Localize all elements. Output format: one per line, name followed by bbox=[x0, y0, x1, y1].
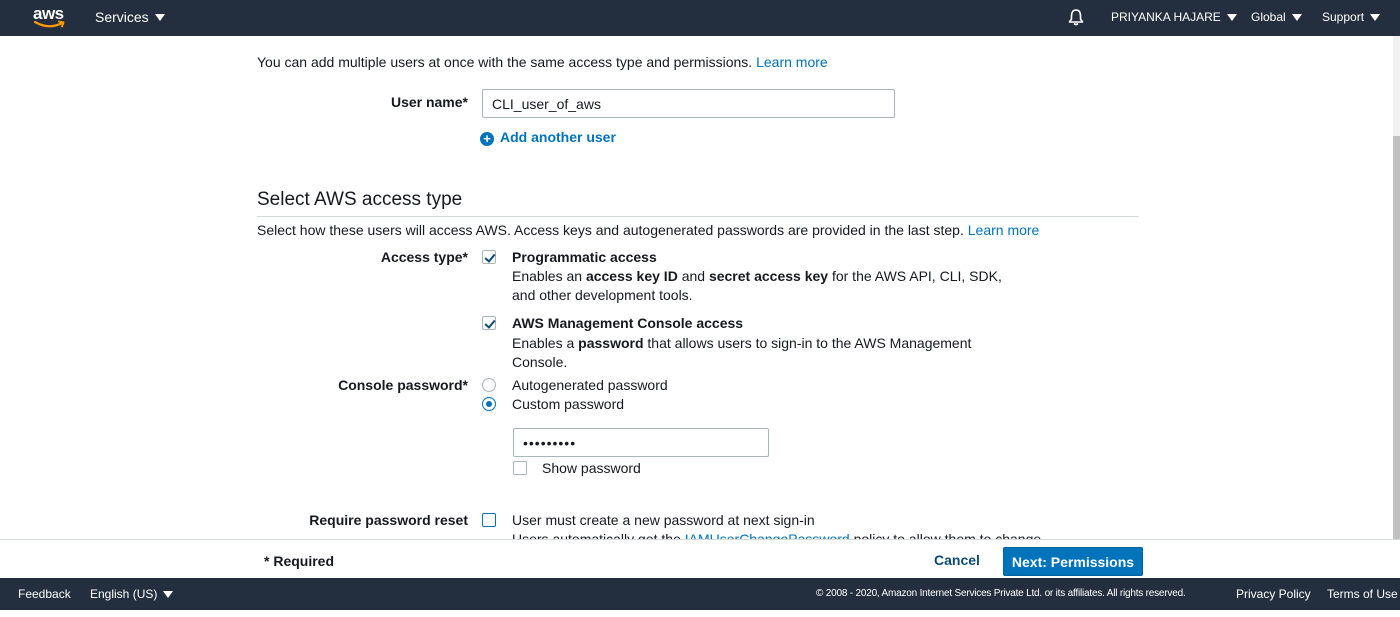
page-footer bbox=[0, 578, 1400, 610]
user-name-label: User name* bbox=[390, 94, 468, 110]
require-password-reset-checkbox[interactable] bbox=[482, 513, 496, 527]
account-name: PRIYANKA HAJARE bbox=[1111, 10, 1221, 24]
privacy-policy-link[interactable]: Privacy Policy bbox=[1236, 587, 1311, 601]
console-access-description bbox=[512, 334, 1002, 372]
user-name-input[interactable] bbox=[482, 89, 895, 118]
chevron-down-icon bbox=[1370, 14, 1380, 21]
custom-password-input[interactable] bbox=[513, 428, 769, 457]
access-type-label: Access type* bbox=[380, 249, 468, 265]
support-label: Support bbox=[1322, 10, 1365, 24]
desc-text: Enables an bbox=[512, 268, 586, 284]
support-menu[interactable] bbox=[1322, 10, 1380, 24]
desc-bold: secret access key bbox=[708, 268, 829, 284]
page-scrollbar[interactable] bbox=[1393, 36, 1400, 539]
notification-bell-icon[interactable] bbox=[1067, 8, 1085, 26]
programmatic-access-title: Programmatic access bbox=[512, 249, 657, 265]
access-description-text: Select how these users will access AWS. Access keys and autogenerated passwords are provided in the last step. bbox=[257, 222, 964, 238]
programmatic-access-description bbox=[512, 267, 1002, 305]
scrollbar-thumb[interactable] bbox=[1393, 136, 1400, 539]
top-navigation-bar bbox=[0, 0, 1400, 36]
cancel-button[interactable]: Cancel bbox=[922, 546, 992, 574]
access-section-title: Select AWS access type bbox=[257, 189, 463, 210]
custom-password-label: Custom password bbox=[512, 396, 625, 412]
autogenerated-password-radio[interactable] bbox=[482, 378, 496, 392]
require-password-reset-label: Require password reset bbox=[309, 512, 468, 528]
feedback-link[interactable]: Feedback bbox=[18, 587, 71, 601]
desc-text: Enables a bbox=[512, 335, 579, 351]
desc-text: that allows users to sign-in to the AWS Management Console. bbox=[512, 335, 972, 370]
plus-circle-icon: + bbox=[480, 132, 494, 146]
services-menu[interactable] bbox=[95, 9, 165, 25]
custom-password-radio[interactable] bbox=[482, 397, 496, 411]
intro-description: You can add multiple users at once with the same access type and permissions. bbox=[257, 54, 753, 70]
add-another-user-label: Add another user bbox=[500, 129, 616, 145]
autogenerated-password-label: Autogenerated password bbox=[512, 377, 668, 393]
services-label: Services bbox=[95, 9, 149, 25]
intro-text bbox=[257, 54, 828, 70]
password-reset-text: User must create a new password at next sign-in bbox=[512, 512, 815, 528]
aws-logo[interactable] bbox=[33, 6, 67, 30]
language-selector[interactable] bbox=[90, 587, 173, 601]
wizard-action-bar bbox=[0, 539, 1400, 578]
access-section-description bbox=[257, 222, 1039, 238]
chevron-down-icon bbox=[155, 14, 165, 21]
chevron-down-icon bbox=[1292, 14, 1302, 21]
bottom-strip bbox=[0, 610, 1400, 617]
required-note: * Required bbox=[264, 553, 335, 569]
copyright-text: © 2008 - 2020, Amazon Internet Services Private Ltd. or its affiliates. All rights reserved. bbox=[816, 588, 1186, 599]
show-password-label: Show password bbox=[542, 460, 641, 476]
desc-text: and bbox=[677, 268, 709, 284]
region-label: Global bbox=[1251, 10, 1286, 24]
account-menu[interactable] bbox=[1111, 10, 1237, 24]
next-permissions-button[interactable]: Next: Permissions bbox=[1003, 547, 1143, 576]
desc-bold: access key ID bbox=[585, 268, 678, 284]
add-another-user-button[interactable] bbox=[480, 129, 616, 146]
region-menu[interactable] bbox=[1251, 10, 1302, 24]
console-access-title: AWS Management Console access bbox=[512, 315, 744, 331]
chevron-down-icon bbox=[163, 591, 173, 598]
desc-text: for the AWS API, CLI, SDK, and other development tools. bbox=[512, 268, 1002, 303]
show-password-checkbox[interactable] bbox=[513, 461, 527, 475]
console-password-label: Console password* bbox=[338, 377, 468, 393]
chevron-down-icon bbox=[1227, 14, 1237, 21]
access-learn-more-link[interactable]: Learn more bbox=[967, 222, 1040, 238]
console-access-checkbox[interactable] bbox=[482, 316, 496, 330]
section-divider bbox=[257, 216, 1139, 217]
language-label: English (US) bbox=[90, 587, 158, 601]
programmatic-access-checkbox[interactable] bbox=[482, 250, 496, 264]
terms-of-use-link[interactable]: Terms of Use bbox=[1327, 587, 1398, 601]
desc-bold: password bbox=[578, 335, 644, 351]
aws-smile-icon bbox=[34, 20, 66, 30]
intro-learn-more-link[interactable]: Learn more bbox=[756, 54, 828, 70]
aws-logo-text: aws bbox=[33, 4, 64, 23]
